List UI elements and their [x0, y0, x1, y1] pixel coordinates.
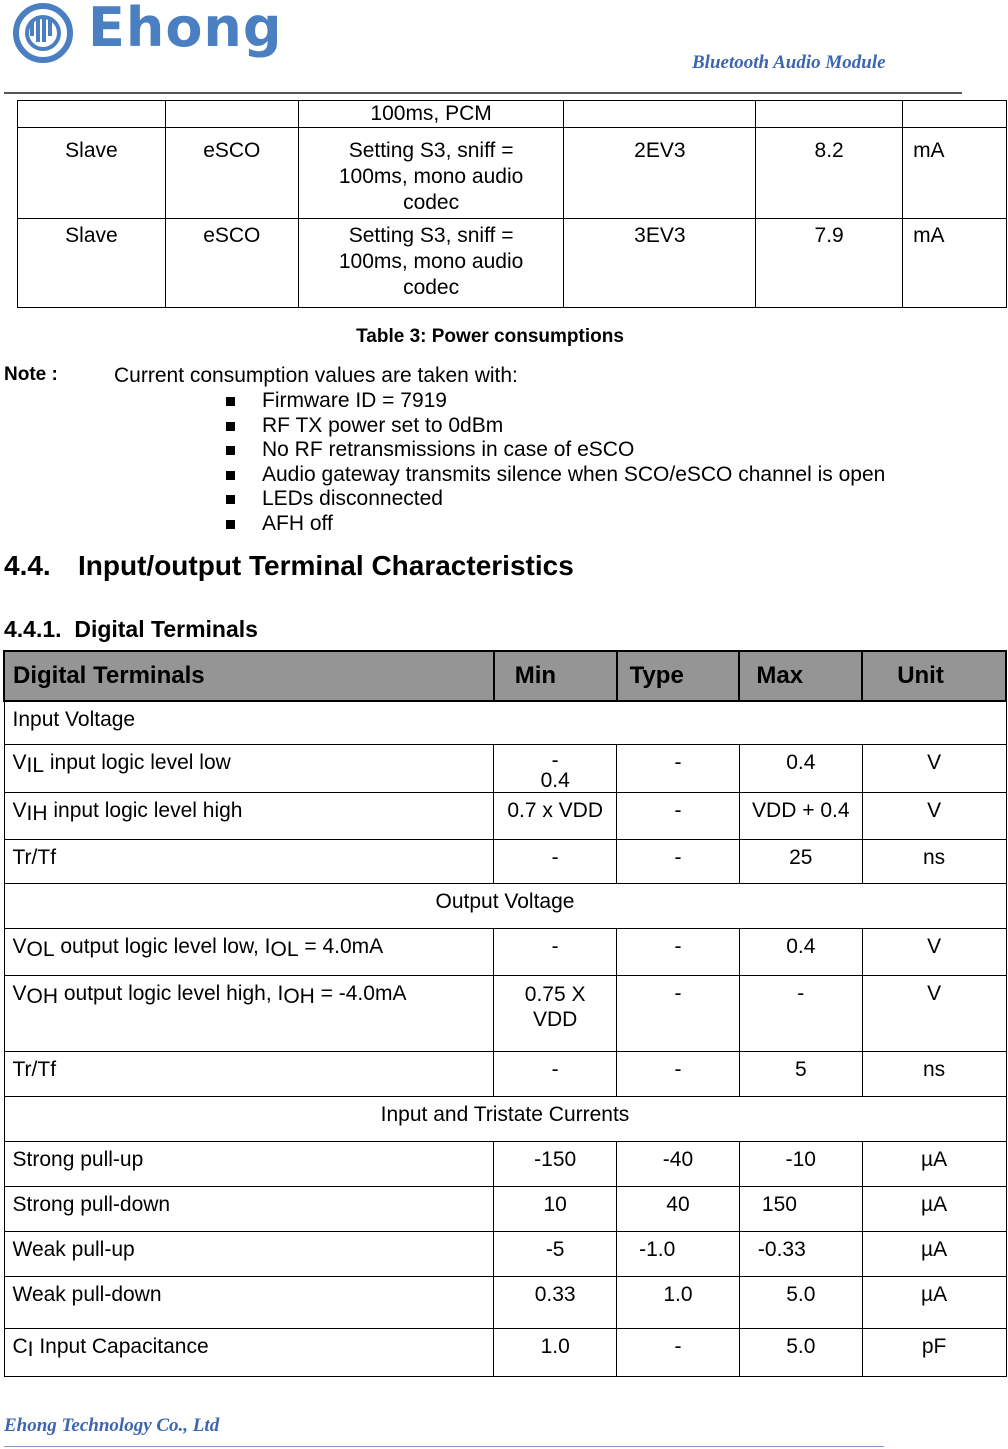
table-cell: 0.4: [739, 744, 862, 792]
row-label: CI Input Capacitance: [4, 1328, 494, 1376]
table-cell: [756, 101, 903, 128]
table-cell: 150: [739, 1186, 862, 1231]
table-cell: [903, 101, 1007, 128]
list-item-text: Firmware ID = 7919: [262, 389, 447, 412]
table-cell: 0.33: [494, 1276, 617, 1328]
section-heading: [4, 550, 574, 582]
digital-terminals-table: [3, 650, 1007, 1377]
table-row: [4, 1276, 1006, 1328]
table-cell: 0.7 x VDD: [494, 792, 617, 839]
list-item-text: Audio gateway transmits silence when SCO/eSCO channel is open: [262, 462, 886, 486]
bullet-square-icon: [226, 471, 235, 480]
list-item-text: LEDs disconnected: [262, 487, 443, 510]
table-cell: 100ms, PCM: [298, 101, 564, 128]
section-number: 4.4.: [4, 550, 51, 581]
table-cell: Setting S3, sniff = 100ms, mono audio codec: [298, 128, 564, 219]
table-cell: -5: [494, 1231, 617, 1276]
table-cell: 10: [494, 1186, 617, 1231]
table-cell: 1.0: [617, 1276, 740, 1328]
table-cell: 3EV3: [564, 219, 756, 308]
company-logo: [10, 0, 283, 64]
bullet-square-icon: [226, 495, 235, 504]
table-cell: 2EV3: [564, 128, 756, 219]
table-cell: V: [862, 975, 1006, 1051]
list-item: [226, 512, 885, 537]
table-cell: µA: [862, 1231, 1006, 1276]
table-cell: pF: [862, 1328, 1006, 1376]
table-cell: µA: [862, 1141, 1006, 1186]
table-cell: -: [617, 1051, 740, 1096]
table-cell: µA: [862, 1276, 1006, 1328]
row-label: VOH output logic level high, IOH = -4.0mA: [4, 975, 494, 1051]
table-cell: [165, 101, 298, 128]
column-header: Min: [494, 651, 617, 701]
table-row: [4, 883, 1006, 928]
table-row: [4, 1328, 1006, 1376]
table-cell: -10: [739, 1141, 862, 1186]
table-cell: V: [862, 928, 1006, 975]
row-label: Weak pull-up: [4, 1231, 494, 1276]
table-row: [4, 928, 1006, 975]
table-cell: -: [617, 975, 740, 1051]
list-item: [226, 487, 885, 512]
list-item: [226, 438, 885, 463]
list-item: [226, 389, 885, 414]
header-divider: [4, 92, 962, 94]
table-cell: 0.4: [739, 928, 862, 975]
table-cell: VDD + 0.4: [739, 792, 862, 839]
list-item-text: AFH off: [262, 511, 333, 535]
section-title: Input/output Terminal Characteristics: [78, 550, 574, 581]
table-cell: [18, 101, 166, 128]
table-row: [4, 1141, 1006, 1186]
table-row: [4, 744, 1006, 792]
table-cell: mA: [903, 219, 1007, 308]
list-item: [226, 463, 885, 488]
table-cell: Slave: [18, 219, 166, 308]
table-row: [4, 975, 1006, 1051]
table-cell: -: [494, 1051, 617, 1096]
table-cell: V: [862, 744, 1006, 792]
table-cell: -: [617, 839, 740, 883]
table-cell: mA: [903, 128, 1007, 219]
column-header: Max: [739, 651, 862, 701]
note-text: Current consumption values are taken with:: [114, 364, 518, 387]
table-cell: 5: [739, 1051, 862, 1096]
table-row: [18, 101, 1007, 128]
table-cell: 40: [617, 1186, 740, 1231]
row-label: VIH input logic level high: [4, 792, 494, 839]
table-cell: -0.33: [739, 1231, 862, 1276]
table-cell: ns: [862, 839, 1006, 883]
table-row: [18, 219, 1007, 308]
table-cell: [564, 101, 756, 128]
row-label: Strong pull-down: [4, 1186, 494, 1231]
table-row: [4, 792, 1006, 839]
bullet-square-icon: [226, 422, 235, 431]
brand-name: Ehong: [88, 0, 283, 59]
subsection-number: 4.4.1.: [4, 616, 62, 642]
table-cell: Setting S3, sniff = 100ms, mono audio codec: [298, 219, 564, 308]
header-subtitle: Bluetooth Audio Module: [692, 52, 886, 73]
table-cell: 0.75 X VDD: [494, 975, 617, 1051]
list-item: [226, 414, 885, 439]
table-cell: -: [617, 1328, 740, 1376]
subsection-title: Digital Terminals: [74, 616, 258, 642]
bullet-square-icon: [226, 397, 235, 406]
bullet-square-icon: [226, 446, 235, 455]
column-header: Unit: [862, 651, 1006, 701]
table-cell: -1.0: [617, 1231, 740, 1276]
row-label: Weak pull-down: [4, 1276, 494, 1328]
subsection-heading: [4, 616, 258, 643]
table-cell: -: [617, 744, 740, 792]
table-row: [4, 701, 1006, 744]
row-label: Tr/Tf: [4, 1051, 494, 1096]
table-cell: eSCO: [165, 128, 298, 219]
table-row: [4, 839, 1006, 883]
table-cell: -: [739, 975, 862, 1051]
table-cell: -: [617, 928, 740, 975]
table-row: [4, 1096, 1006, 1141]
power-consumption-table: [17, 100, 1007, 308]
table-cell: 8.2: [756, 128, 903, 219]
note-label: Note :: [4, 364, 58, 385]
table-cell: -: [494, 928, 617, 975]
table-cell: Slave: [18, 128, 166, 219]
table-cell: -150: [494, 1141, 617, 1186]
table-cell: -: [494, 839, 617, 883]
footer-divider: [4, 1446, 884, 1447]
table-cell: -: [617, 792, 740, 839]
table-row: [4, 1051, 1006, 1096]
table-cell: -40: [617, 1141, 740, 1186]
table-cell: 5.0: [739, 1276, 862, 1328]
group-label: Input and Tristate Currents: [4, 1096, 1006, 1141]
group-label: Input Voltage: [4, 701, 1006, 744]
table-cell: 7.9: [756, 219, 903, 308]
bullet-square-icon: [226, 520, 235, 529]
column-header: Type: [617, 651, 740, 701]
table-cell: 25: [739, 839, 862, 883]
table-cell: - 0.4: [494, 744, 617, 792]
row-label: VOL output logic level low, IOL = 4.0mA: [4, 928, 494, 975]
table-cell: µA: [862, 1186, 1006, 1231]
list-item-text: RF TX power set to 0dBm: [262, 413, 504, 437]
footer-company: Ehong Technology Co., Ltd: [4, 1415, 220, 1436]
table-cell: 5.0: [739, 1328, 862, 1376]
row-label: Strong pull-up: [4, 1141, 494, 1186]
table-cell: V: [862, 792, 1006, 839]
table-caption: Table 3: Power consumptions: [356, 326, 624, 347]
row-label: Tr/Tf: [4, 839, 494, 883]
table-header-row: [4, 651, 1006, 701]
table-cell: 1.0: [494, 1328, 617, 1376]
table-row: [4, 1186, 1006, 1231]
row-label: VIL input logic level low: [4, 744, 494, 792]
table-row: [18, 128, 1007, 219]
group-label: Output Voltage: [4, 883, 1006, 928]
table-cell: eSCO: [165, 219, 298, 308]
column-header: Digital Terminals: [4, 651, 494, 701]
list-item-text: No RF retransmissions in case of eSCO: [262, 438, 635, 461]
table-row: [4, 1231, 1006, 1276]
ehong-logo-icon: [12, 2, 74, 64]
note-bullet-list: [226, 389, 885, 536]
table-cell: ns: [862, 1051, 1006, 1096]
